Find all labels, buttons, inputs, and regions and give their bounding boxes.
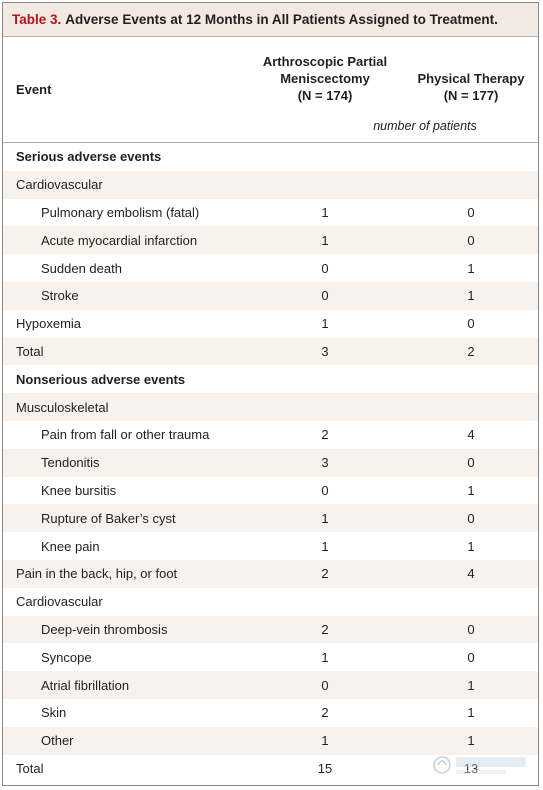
table-row [3,616,538,644]
value-physical-therapy: 1 [467,705,475,721]
table-row [3,338,538,366]
value-physical-therapy: 1 [467,260,475,276]
row-label: Pain from fall or other trauma [41,427,210,443]
value-arthroscopic: 0 [321,677,329,693]
header-arthroscopic-line2: Meniscectomy [280,71,370,86]
table-row [3,421,538,449]
row-label: Musculoskeletal [16,399,109,415]
value-arthroscopic: 1 [321,733,329,749]
table-row [3,226,538,254]
value-arthroscopic: 0 [321,260,329,276]
value-arthroscopic: 1 [321,538,329,554]
value-arthroscopic: 1 [321,316,329,332]
value-arthroscopic: 1 [321,649,329,665]
value-arthroscopic: 2 [321,621,329,637]
row-label: Knee pain [41,538,100,554]
value-arthroscopic: 3 [321,343,329,359]
table-row [3,504,538,532]
header-arthroscopic-line3: (N = 174) [297,88,353,103]
value-arthroscopic: 2 [321,427,329,443]
header-arthroscopic-line1: Arthroscopic Partial [262,54,388,69]
table-row [3,560,538,588]
header-physical-therapy [401,70,541,104]
table-number: Table 3. [12,12,62,27]
value-arthroscopic: 1 [321,204,329,220]
row-label: Stroke [41,288,79,304]
value-physical-therapy: 0 [467,510,475,526]
row-label: Pain in the back, hip, or foot [16,566,178,582]
table-row [3,393,538,421]
table-row [3,282,538,310]
table-body [3,143,538,782]
value-physical-therapy: 1 [467,733,475,749]
value-physical-therapy: 13 [463,760,479,776]
row-label: Tendonitis [41,455,100,471]
value-physical-therapy: 4 [467,427,475,443]
value-arthroscopic: 15 [317,760,333,776]
value-arthroscopic: 2 [321,566,329,582]
table-header [3,37,538,142]
row-label: Hypoxemia [16,316,82,332]
row-label: Deep-vein thrombosis [41,621,168,637]
row-label: Nonserious adverse events [16,371,186,387]
table-row [3,588,538,616]
row-label: Pulmonary embolism (fatal) [41,204,200,220]
section-header-row [3,365,538,393]
header-physical-therapy-line2: (N = 177) [443,88,499,103]
table-row [3,699,538,727]
row-label: Rupture of Baker’s cyst [41,510,176,526]
table-frame [2,2,539,786]
header-unit: number of patients [373,119,477,133]
table-row [3,671,538,699]
table-row [3,171,538,199]
row-label: Sudden death [41,260,122,276]
row-label: Other [41,733,74,749]
table-row [3,477,538,505]
value-physical-therapy: 0 [467,621,475,637]
table-row [3,310,538,338]
value-physical-therapy: 2 [467,343,475,359]
value-physical-therapy: 1 [467,538,475,554]
value-physical-therapy: 1 [467,482,475,498]
value-arthroscopic: 0 [321,288,329,304]
table-title-bar [3,3,538,37]
table-row [3,254,538,282]
row-label: Cardiovascular [16,177,103,193]
row-label: Cardiovascular [16,594,103,610]
value-physical-therapy: 1 [467,288,475,304]
table-row [3,532,538,560]
value-physical-therapy: 1 [467,677,475,693]
value-physical-therapy: 4 [467,566,475,582]
value-arthroscopic: 3 [321,455,329,471]
row-label: Total [16,343,44,359]
row-label: Atrial fibrillation [41,677,130,693]
table-title: Adverse Events at 12 Months in All Patients Assigned to Treatment. [65,12,498,27]
row-label: Knee bursitis [41,482,117,498]
value-arthroscopic: 1 [321,232,329,248]
value-physical-therapy: 0 [467,232,475,248]
row-label: Serious adverse events [16,149,162,165]
row-label: Total [16,760,44,776]
table-row [3,199,538,227]
row-label: Skin [41,705,67,721]
watermark-logo [430,751,530,779]
value-physical-therapy: 0 [467,649,475,665]
header-arthroscopic [225,53,425,104]
value-arthroscopic: 2 [321,705,329,721]
value-physical-therapy: 0 [467,204,475,220]
value-arthroscopic: 0 [321,482,329,498]
table-row [3,449,538,477]
header-physical-therapy-line1: Physical Therapy [417,71,525,86]
value-arthroscopic: 1 [321,510,329,526]
value-physical-therapy: 0 [467,455,475,471]
value-physical-therapy: 0 [467,316,475,332]
row-label: Syncope [41,649,92,665]
section-header-row [3,143,538,171]
header-event: Event [16,82,52,97]
table-row [3,643,538,671]
row-label: Acute myocardial infarction [41,232,198,248]
